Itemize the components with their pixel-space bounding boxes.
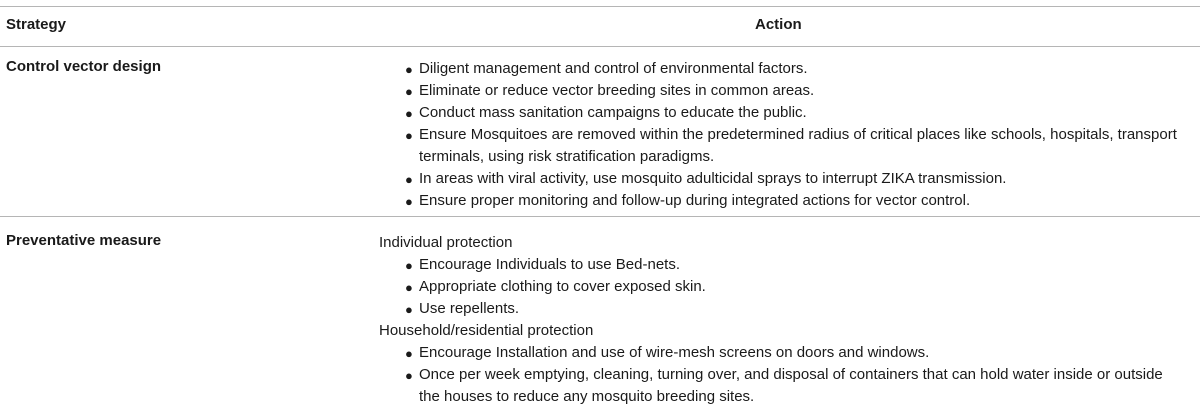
- list-item: [405, 298, 1179, 320]
- column-header-strategy: Strategy: [6, 16, 67, 33]
- list-item-text: Appropriate clothing to cover exposed skin.: [419, 278, 706, 295]
- list-item-text: Diligent management and control of environmental factors.: [419, 60, 808, 77]
- header-bottom-rule: [0, 46, 1200, 47]
- bullet-icon: ●: [405, 172, 413, 187]
- list-item: [405, 80, 1179, 102]
- list-item-text: Ensure Mosquitoes are removed within the predetermined radius of critical places like schools, hospitals, transport terminals, using risk stratification paradigms.: [419, 126, 1177, 165]
- bullet-icon: ●: [405, 346, 413, 361]
- list-item-text: Encourage Installation and use of wire-mesh screens on doors and windows.: [419, 344, 930, 361]
- list-item-text: Conduct mass sanitation campaigns to educate the public.: [419, 104, 807, 121]
- bullet-icon: ●: [405, 62, 413, 77]
- bullet-icon: ●: [405, 106, 413, 121]
- bullet-list: [405, 342, 1179, 408]
- row-action-control-vector-design: [379, 58, 1179, 212]
- row-separator-rule: [0, 216, 1200, 217]
- list-item: [405, 190, 1179, 212]
- bullet-icon: ●: [405, 280, 413, 295]
- bullet-icon: ●: [405, 258, 413, 273]
- bullet-list: [405, 58, 1179, 212]
- list-item-text: Eliminate or reduce vector breeding sites in common areas.: [419, 82, 815, 99]
- sub-heading-individual-protection: Individual protection: [379, 234, 513, 251]
- bullet-list: [405, 254, 1179, 320]
- table-top-rule: [0, 6, 1200, 7]
- row-action-preventative-measure: [379, 232, 1179, 408]
- bullet-icon: ●: [405, 194, 413, 209]
- bullet-icon: ●: [405, 84, 413, 99]
- list-item-text: Ensure proper monitoring and follow-up during integrated actions for vector control.: [419, 192, 971, 209]
- list-item-text: Use repellents.: [419, 300, 520, 317]
- bullet-icon: ●: [405, 368, 413, 383]
- list-item: [405, 276, 1179, 298]
- bullet-icon: ●: [405, 302, 413, 317]
- list-item: [405, 254, 1179, 276]
- column-header-action: Action: [755, 16, 802, 33]
- bullet-icon: ●: [405, 128, 413, 143]
- list-item: [405, 364, 1179, 408]
- row-strategy-preventative-measure: Preventative measure: [6, 232, 162, 249]
- list-item: [405, 124, 1179, 168]
- list-item-text: Encourage Individuals to use Bed-nets.: [419, 256, 680, 273]
- list-item: [405, 168, 1179, 190]
- list-item: [405, 102, 1179, 124]
- row-strategy-control-vector-design: Control vector design: [6, 58, 162, 75]
- sub-heading-household-protection: Household/residential protection: [379, 322, 594, 339]
- list-item: [405, 58, 1179, 80]
- list-item-text: In areas with viral activity, use mosquito adulticidal sprays to interrupt ZIKA transmission.: [419, 170, 1007, 187]
- list-item-text: Once per week emptying, cleaning, turning over, and disposal of containers that can hold water inside or outside the houses to reduce any mosquito breeding sites.: [419, 366, 1163, 405]
- list-item: [405, 342, 1179, 364]
